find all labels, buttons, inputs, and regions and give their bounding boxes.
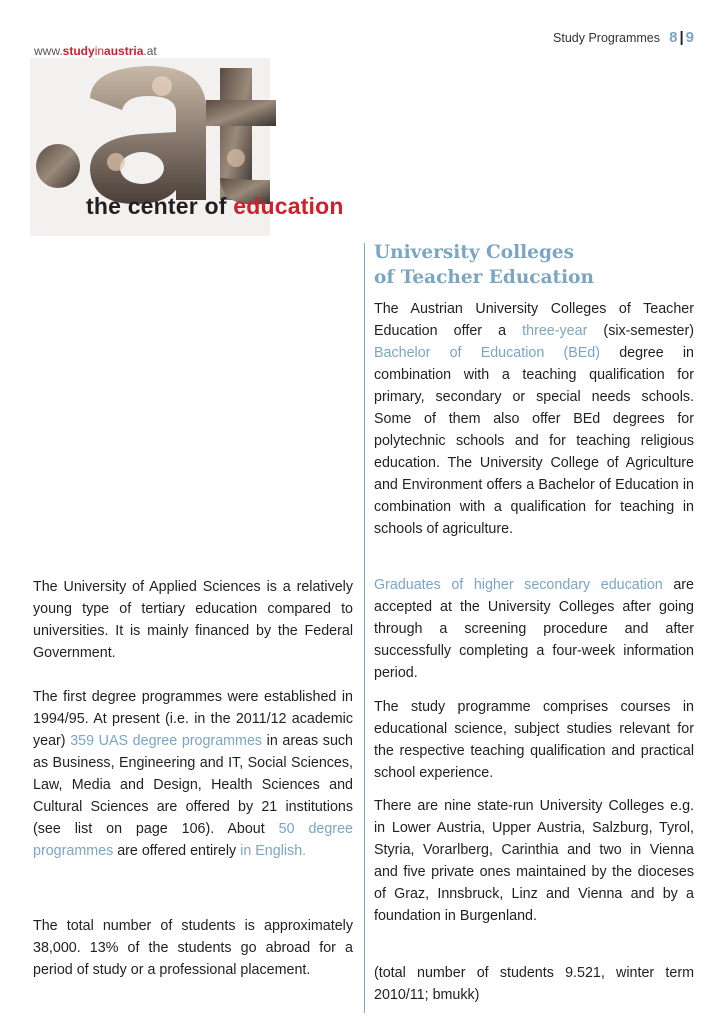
left-paragraph-1: The University of Applied Sciences is a relatively young type of tertiary education compared to universities. It is mainly financed by the Federal Government. (33, 579, 353, 661)
column-divider (364, 243, 365, 1013)
section-heading: University Colleges of Teacher Education (374, 242, 594, 288)
website-url[interactable]: www.studyinaustria.at (34, 44, 157, 58)
left-paragraph-3: The total number of students is approximately 38,000. 13% of the students go abroad for a period of study or a professional placement. (33, 918, 353, 978)
right-paragraph-3: The study programme comprises courses in educational science, subject studies relevant for the respective teaching qualification and practical school experience. (374, 699, 694, 781)
section-title: Study Programmes (553, 31, 660, 45)
page-number-right: 9 (685, 29, 694, 46)
right-paragraph-5: (total number of students 9.521, winter term 2010/11; bmukk) (374, 965, 694, 1003)
logo-dot (36, 144, 80, 188)
left-paragraph-2: The first degree programmes were established in 1994/95. At present (i.e. in the 2011/12 academic year) 359 UAS degree programmes in areas such as Business, Engineering and IT, Social Sciences, Law, Media and Design, Health Sciences and Cultural Sciences are offered by 21 institutions (see list on page 106). About 50 degree programmes are offered entirely in English. (33, 689, 353, 859)
right-paragraph-4: There are nine state-run University Colleges e.g. in Lower Austria, Upper Austria, Salzburg, Tyrol, Styria, Vorarlberg, Carinthia and two in Vienna and five private ones maintained by the dioceses of Graz, Innsbruck, Linz and Vienna and by a foundation in Burgenland. (374, 798, 694, 924)
tagline: the center of education (86, 193, 344, 219)
right-paragraph-1: The Austrian University Colleges of Teacher Education offer a three-year (six-semester) Bachelor of Education (BEd) degree in combination with a teaching qualification for primary, secondary or special needs schools. Some of them also offer BEd degrees for polytechnic schools and for teaching religious education. The University College of Agriculture and Environment offers a Bachelor of Education in combination with a qualification for teaching in schools of agriculture. (374, 301, 695, 537)
page-numbers: 8 | 9 (669, 29, 694, 46)
page-number-left: 8 (669, 29, 678, 46)
right-paragraph-2: Graduates of higher secondary education are accepted at the University Colleges after going through a screening procedure and after successfully completing a four-week information period. (374, 577, 695, 681)
